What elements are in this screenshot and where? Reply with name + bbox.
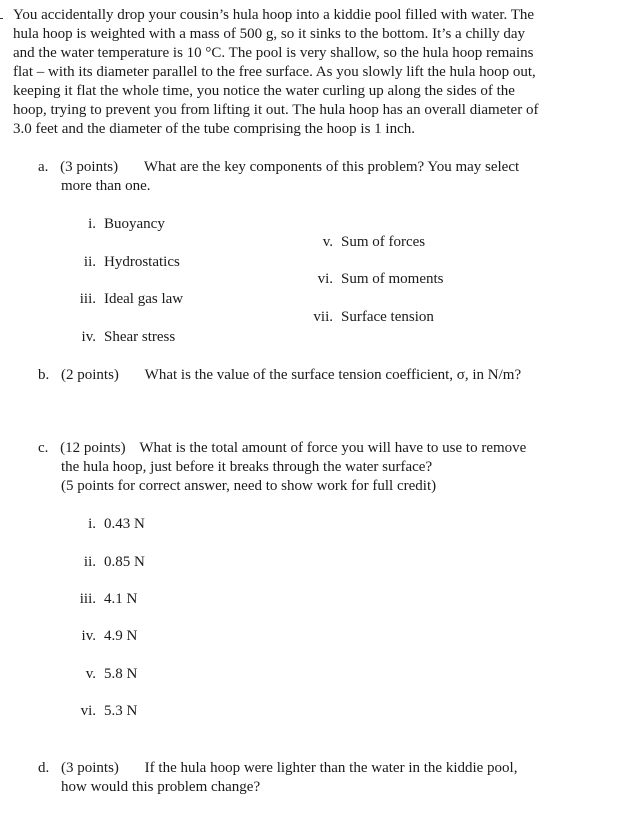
margin-tick	[0, 18, 3, 19]
option-text: Surface tension	[341, 309, 434, 325]
question-a-line2: more than one.	[61, 178, 151, 194]
option-a-i[interactable]	[66, 216, 165, 233]
option-text: 4.9 N	[104, 628, 138, 644]
option-number: v.	[322, 234, 333, 250]
question-text: What is the total amount of force you will have to use to remove	[139, 440, 527, 456]
option-a-v[interactable]	[303, 234, 425, 251]
option-text: Sum of moments	[341, 271, 444, 287]
option-text: 5.8 N	[104, 666, 138, 682]
question-points: (3 points)	[60, 159, 119, 175]
option-number: i.	[88, 216, 96, 232]
option-text: 5.3 N	[104, 703, 138, 719]
question-label: c.	[38, 440, 49, 456]
intro-line: and the water temperature is 10 °C. The pool is very shallow, so the hula hoop remains	[13, 45, 534, 61]
option-number: vi.	[80, 703, 96, 719]
option-text: 4.1 N	[104, 591, 138, 607]
question-b	[38, 367, 521, 384]
option-number: v.	[85, 666, 96, 682]
option-number: iv.	[81, 628, 96, 644]
option-c-vi[interactable]	[66, 703, 137, 720]
option-a-vii[interactable]	[303, 309, 434, 326]
intro-line: hoop, trying to prevent you from lifting it out. The hula hoop has an overall diameter of	[13, 102, 539, 118]
question-c-line2: the hula hoop, just before it breaks through the water surface?	[61, 459, 433, 475]
option-text: Shear stress	[104, 329, 176, 345]
question-label: b.	[38, 367, 50, 383]
question-label: d.	[38, 760, 50, 776]
question-c-line1	[38, 440, 526, 457]
option-text: Buoyancy	[104, 216, 165, 232]
option-text: 0.85 N	[104, 554, 145, 570]
option-text: Ideal gas law	[104, 291, 184, 307]
option-number: i.	[88, 516, 96, 532]
question-points: (12 points)	[60, 440, 126, 456]
option-c-ii[interactable]	[66, 554, 145, 571]
intro-line: hula hoop is weighted with a mass of 500 g, so it sinks to the bottom. It’s a chilly day	[13, 26, 526, 42]
option-number: iv.	[81, 329, 96, 345]
intro-line: keeping it flat the whole time, you notice the water curling up along the sides of the	[13, 83, 515, 99]
option-a-vi[interactable]	[303, 271, 444, 288]
option-number: vi.	[317, 271, 333, 287]
option-a-iv[interactable]	[66, 329, 175, 346]
option-number: ii.	[83, 554, 96, 570]
option-a-ii[interactable]	[66, 254, 180, 271]
option-text: Hydrostatics	[104, 254, 180, 270]
intro-line: 3.0 feet and the diameter of the tube comprising the hoop is 1 inch.	[13, 121, 415, 137]
question-a-line1	[38, 159, 519, 176]
option-number: ii.	[83, 254, 96, 270]
question-d-line2: how would this problem change?	[61, 779, 261, 795]
question-c-line3: (5 points for correct answer, need to show work for full credit)	[61, 478, 437, 494]
question-text: What are the key components of this problem? You may select	[143, 159, 520, 175]
option-c-iv[interactable]	[66, 628, 137, 645]
question-text: What is the value of the surface tension coefficient, σ, in N/m?	[144, 367, 522, 383]
question-points: (3 points)	[61, 760, 119, 776]
question-text: If the hula hoop were lighter than the water in the kiddie pool,	[144, 760, 518, 776]
intro-line: flat – with its diameter parallel to the free surface. As you slowly lift the hula hoop out,	[13, 64, 536, 80]
option-a-iii[interactable]	[66, 291, 183, 308]
option-c-iii[interactable]	[66, 591, 137, 608]
question-label: a.	[38, 159, 49, 175]
option-number: iii.	[79, 291, 96, 307]
option-number: vii.	[313, 309, 333, 325]
option-number: iii.	[79, 591, 96, 607]
option-text: 0.43 N	[104, 516, 145, 532]
option-text: Sum of forces	[341, 234, 426, 250]
question-points: (2 points)	[61, 367, 119, 383]
option-c-v[interactable]	[66, 666, 137, 683]
option-c-i[interactable]	[66, 516, 145, 533]
intro-line: You accidentally drop your cousin’s hula hoop into a kiddie pool filled with water. The	[13, 7, 535, 23]
question-d-line1	[38, 760, 517, 777]
